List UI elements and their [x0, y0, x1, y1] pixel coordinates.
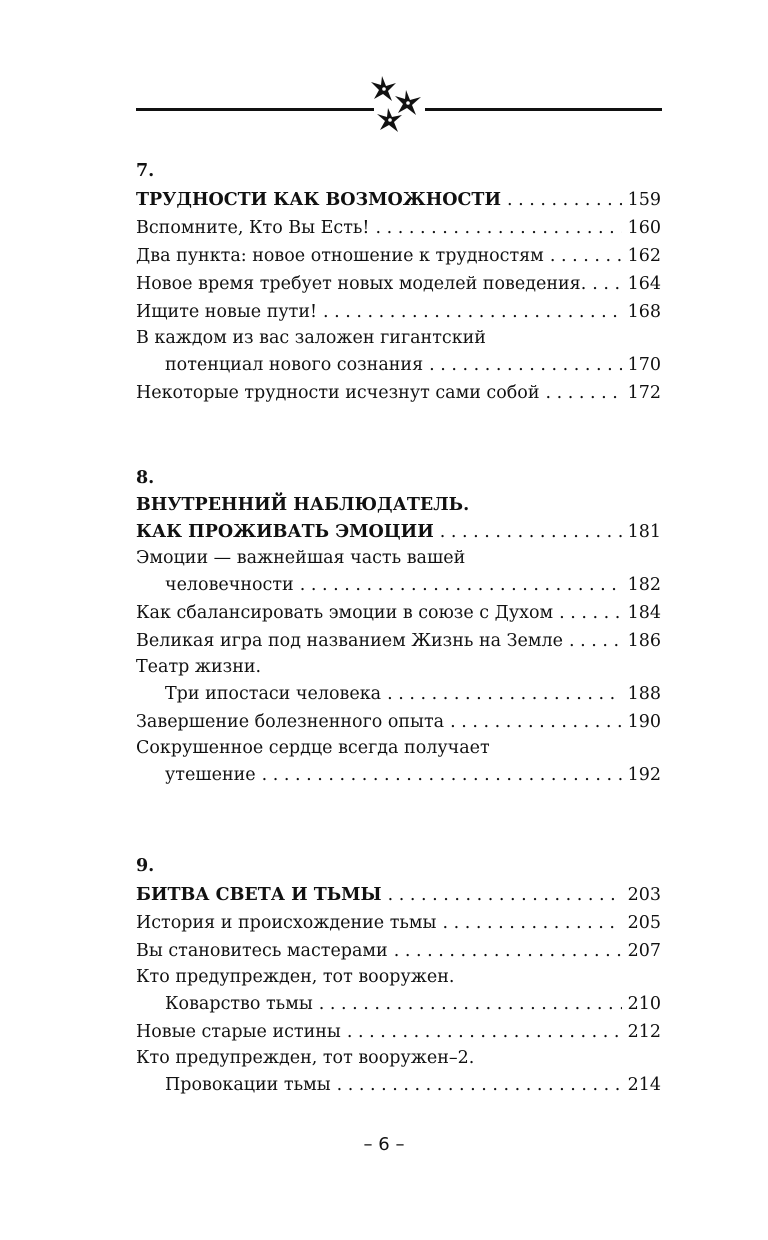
entry-title: Новое время требует новых моделей поведения.	[136, 274, 587, 294]
toc-entry[interactable]	[136, 214, 661, 242]
entry-title-lead: Сокрушенное сердце всегда получает	[136, 738, 490, 758]
toc-section-9	[136, 851, 661, 1099]
entry-title: потенциал нового сознания	[165, 355, 424, 375]
leader-dots	[440, 518, 622, 546]
chapter-title-entry[interactable]	[136, 186, 661, 214]
page-number: – 6 –	[363, 1134, 405, 1155]
page-ref: 214	[627, 1075, 661, 1095]
leader-dots	[262, 761, 622, 789]
leader-dots	[442, 909, 621, 937]
entry-title: Как сбалансировать эмоции в союзе с Духом	[136, 603, 554, 623]
page-ref: 205	[627, 913, 661, 933]
toc-entry[interactable]	[136, 351, 661, 379]
toc-entry-lead[interactable]	[136, 736, 661, 761]
chapter-title: БИТВА СВЕТА И ТЬМЫ	[136, 885, 382, 905]
shuriken-icon	[366, 72, 426, 136]
page-ref: 210	[627, 994, 661, 1014]
chapter-title-entry[interactable]	[136, 881, 661, 909]
page-ref: 168	[627, 302, 661, 322]
page-ref: 172	[627, 383, 661, 403]
entry-title-lead: Театр жизни.	[136, 657, 262, 677]
toc-entry[interactable]	[136, 937, 661, 965]
chapter-number: 7.	[136, 161, 155, 181]
entry-title-lead: В каждом из вас заложен гигантский	[136, 328, 486, 348]
toc-entry[interactable]	[136, 627, 661, 655]
leader-dots	[319, 990, 622, 1018]
leader-dots	[546, 379, 622, 407]
page-ref: 203	[627, 885, 661, 905]
chapter-title-entry[interactable]	[136, 518, 661, 546]
entry-title: Коварство тьмы	[165, 994, 313, 1014]
entry-title: Два пункта: новое отношение к трудностям	[136, 246, 544, 266]
toc-entry[interactable]	[136, 270, 661, 298]
leader-dots	[387, 680, 622, 708]
leader-dots	[388, 881, 622, 909]
header-ornament	[0, 0, 768, 140]
entry-title: Вспомните, Кто Вы Есть!	[136, 218, 370, 238]
entry-title: Три ипостаси человека	[165, 684, 382, 704]
leader-dots	[347, 1018, 622, 1046]
leader-dots	[507, 186, 622, 214]
leader-dots	[300, 571, 622, 599]
ornament-rule-left	[136, 108, 374, 111]
toc-entry-lead[interactable]	[136, 1046, 661, 1071]
entry-title-lead: Кто предупрежден, тот вооружен.	[136, 967, 455, 987]
entry-title: Новые старые истины	[136, 1022, 341, 1042]
toc-entry[interactable]	[136, 599, 661, 627]
leader-dots	[550, 242, 622, 270]
leader-dots	[569, 627, 622, 655]
leader-dots	[559, 599, 621, 627]
entry-title: Завершение болезненного опыта	[136, 712, 445, 732]
toc-entry[interactable]	[136, 379, 661, 407]
page-ref: 188	[627, 684, 661, 704]
chapter-title: КАК ПРОЖИВАТЬ ЭМОЦИИ	[136, 522, 434, 542]
entry-title: История и происхождение тьмы	[136, 913, 437, 933]
leader-dots	[375, 214, 621, 242]
leader-dots	[394, 937, 622, 965]
toc-entry[interactable]	[136, 990, 661, 1018]
toc-entry-lead[interactable]	[136, 655, 661, 680]
toc-entry[interactable]	[136, 708, 661, 736]
toc-section-7	[136, 156, 661, 407]
toc-entry[interactable]	[136, 680, 661, 708]
toc-entry[interactable]	[136, 242, 661, 270]
page-ref: 164	[627, 274, 661, 294]
chapter-title-lead: ВНУТРЕННИЙ НАБЛЮДАТЕЛЬ.	[136, 495, 470, 515]
page-ref: 170	[627, 355, 661, 375]
toc-entry[interactable]	[136, 571, 661, 599]
entry-title: Некоторые трудности исчезнут сами собой	[136, 383, 540, 403]
page-ref: 160	[627, 218, 661, 238]
ornament-rule-right	[425, 108, 662, 111]
entry-title: утешение	[165, 765, 256, 785]
page-ref: 190	[627, 712, 661, 732]
entry-title: Великая игра под названием Жизнь на Земле	[136, 631, 563, 651]
page-ref: 184	[627, 603, 661, 623]
page-ref: 192	[627, 765, 661, 785]
toc-entry-lead[interactable]	[136, 546, 661, 571]
page-ref: 159	[627, 190, 661, 210]
page-ref: 162	[627, 246, 661, 266]
chapter-title: ТРУДНОСТИ КАК ВОЗМОЖНОСТИ	[136, 190, 501, 210]
leader-dots	[323, 298, 622, 326]
entry-title: Вы становитесь мастерами	[136, 941, 388, 961]
page-ref: 212	[627, 1022, 661, 1042]
toc-entry-lead[interactable]	[136, 326, 661, 351]
toc-entry[interactable]	[136, 1018, 661, 1046]
leader-dots	[450, 708, 621, 736]
toc-entry[interactable]	[136, 298, 661, 326]
toc-entry[interactable]	[136, 1071, 661, 1099]
page-ref: 207	[627, 941, 661, 961]
chapter-number: 8.	[136, 468, 155, 488]
toc-section-8	[136, 463, 661, 789]
toc-entry[interactable]	[136, 909, 661, 937]
page-ref: 182	[627, 575, 661, 595]
toc-entry[interactable]	[136, 761, 661, 789]
leader-dots	[429, 351, 621, 379]
page-ref: 181	[627, 522, 661, 542]
chapter-number: 9.	[136, 856, 155, 876]
entry-title-lead: Кто предупрежден, тот вооружен–2.	[136, 1048, 475, 1068]
entry-title: человечности	[165, 575, 294, 595]
entry-title: Провокации тьмы	[165, 1075, 331, 1095]
chapter-title-lead-line[interactable]	[136, 493, 661, 518]
entry-title: Ищите новые пути!	[136, 302, 318, 322]
leader-dots	[337, 1071, 622, 1099]
entry-title-lead: Эмоции — важнейшая часть вашей	[136, 548, 466, 568]
leader-dots	[592, 270, 621, 298]
page-ref: 186	[627, 631, 661, 651]
toc-entry-lead[interactable]	[136, 965, 661, 990]
